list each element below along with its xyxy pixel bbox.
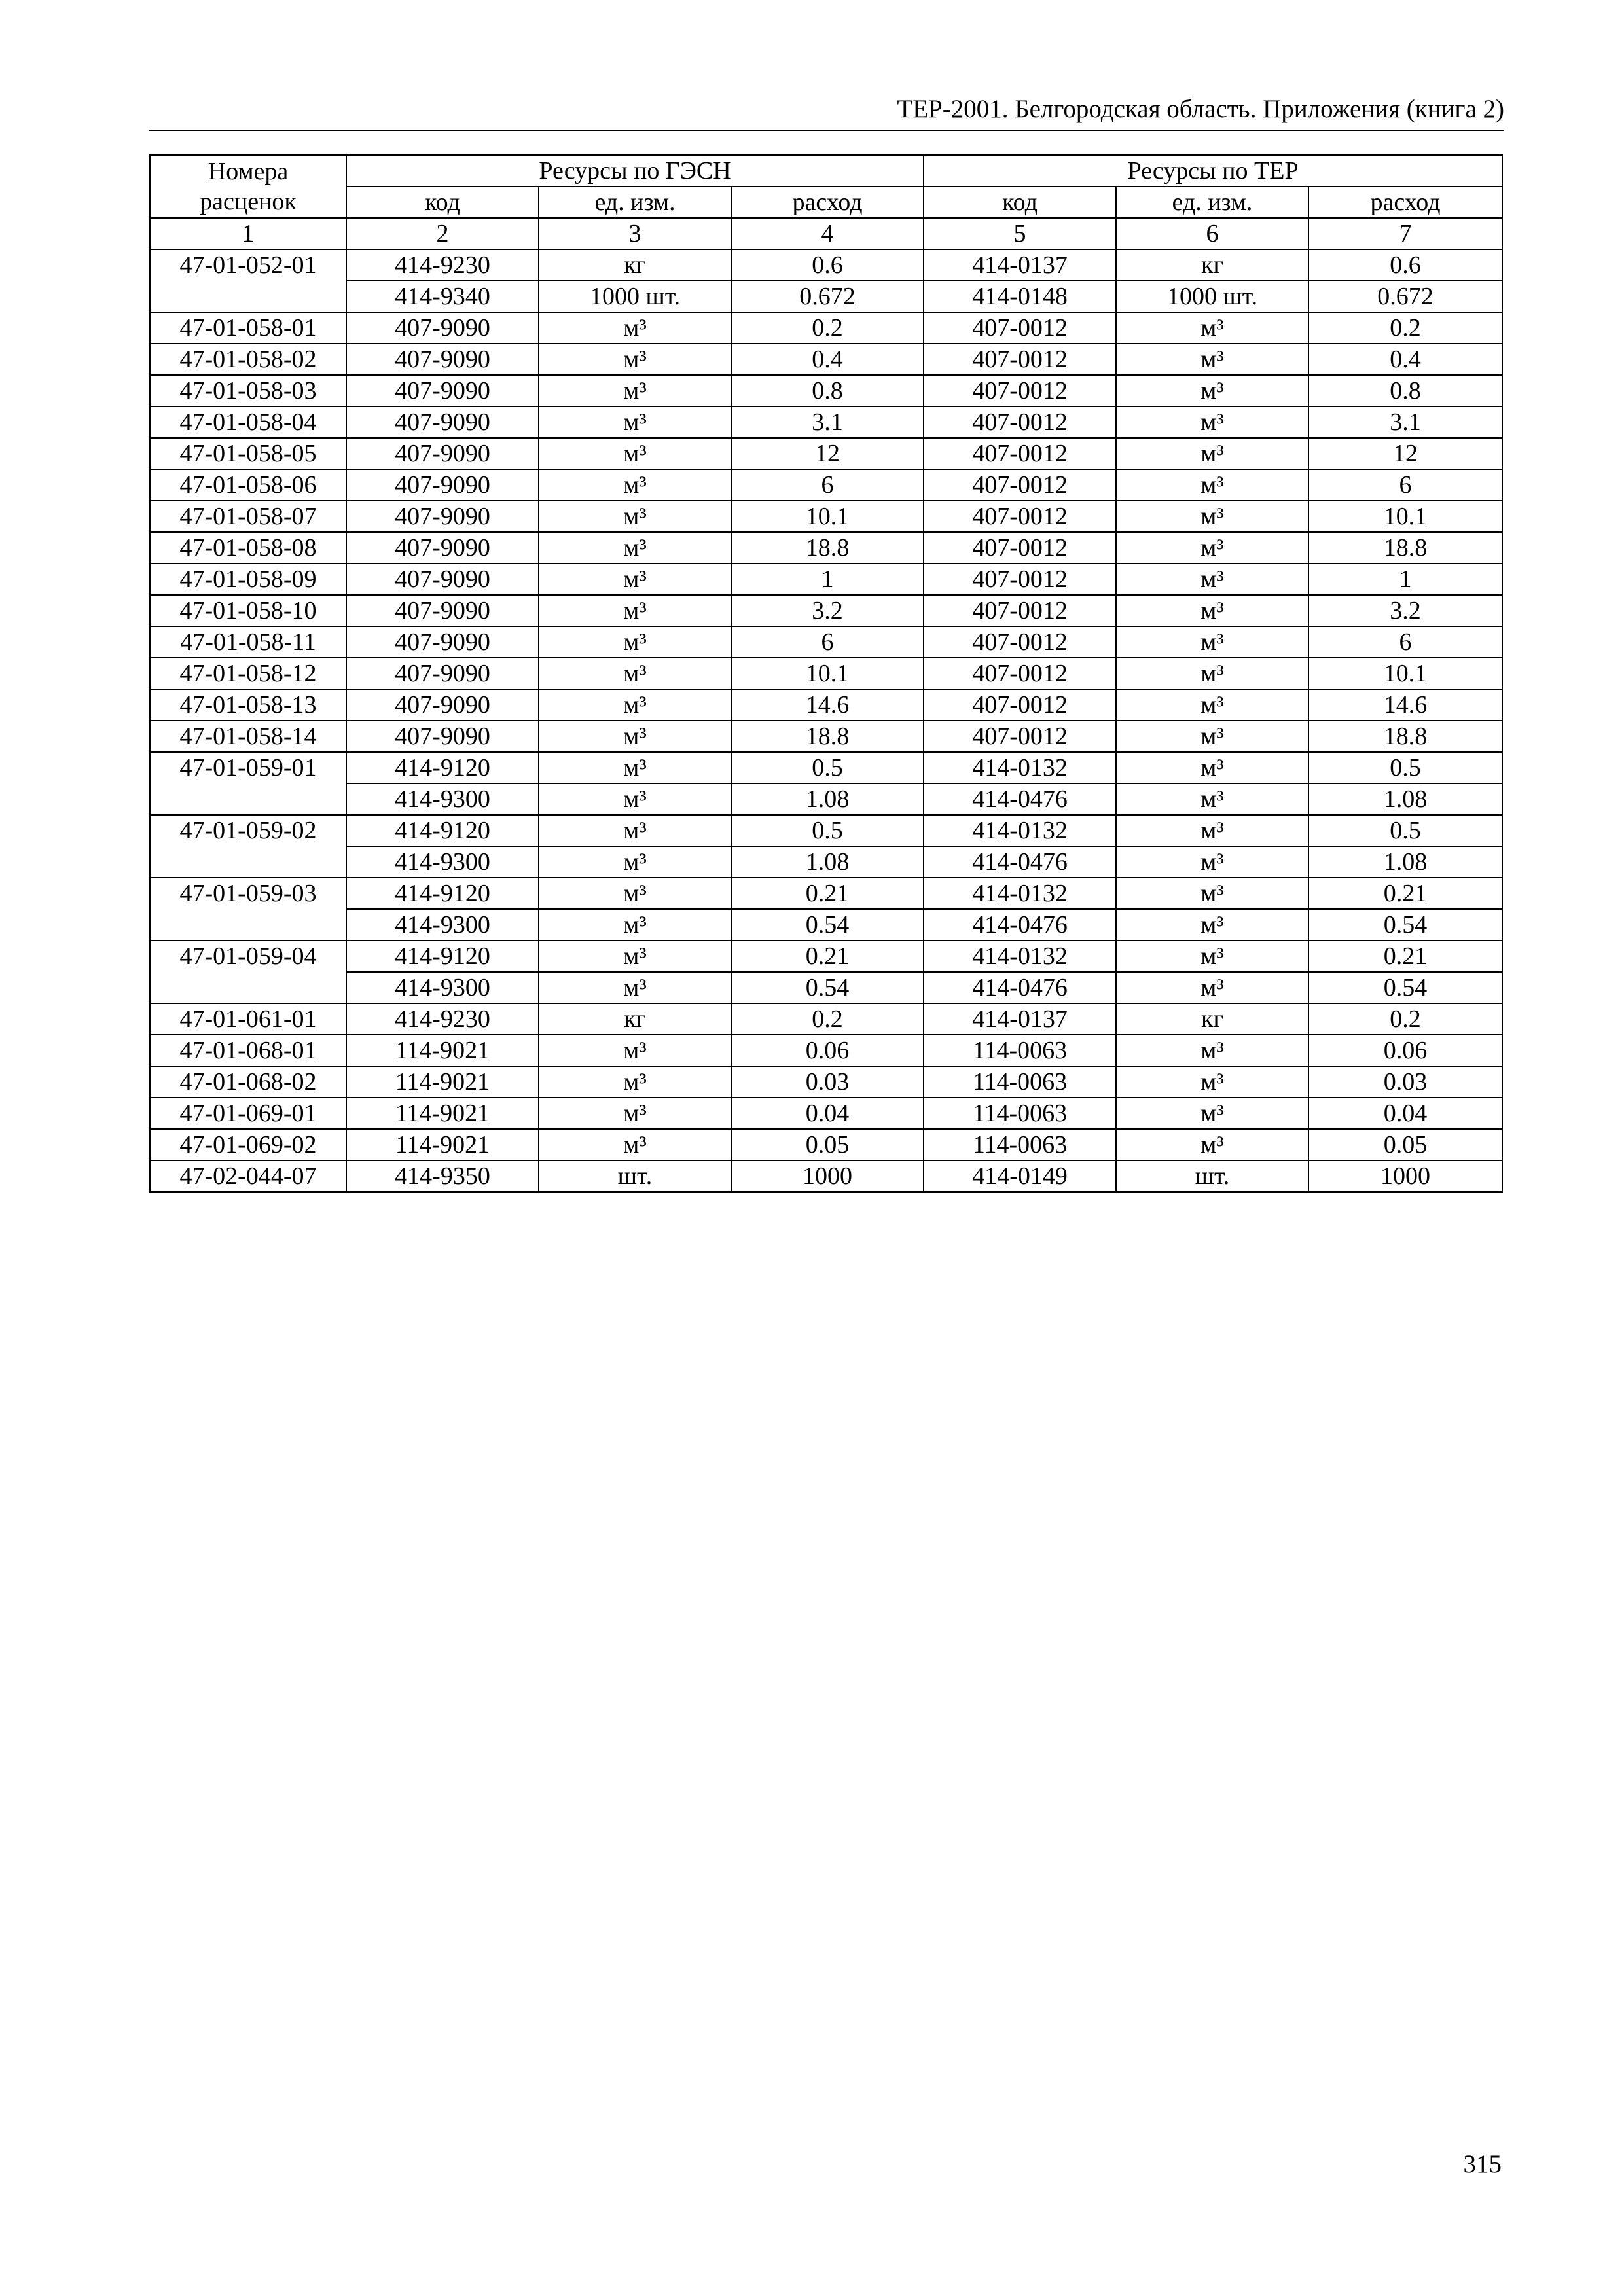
table-row bbox=[150, 1035, 1502, 1066]
gesn-unit-cell: м³ bbox=[539, 344, 731, 375]
ter-consumption-cell: 18.8 bbox=[1308, 721, 1502, 752]
gesn-unit-cell: м³ bbox=[539, 406, 731, 438]
ter-code-cell: 414-0476 bbox=[924, 909, 1116, 941]
ter-group-header: Ресурсы по ТЕР bbox=[924, 155, 1502, 187]
ter-code-cell: 407-0012 bbox=[924, 532, 1116, 564]
gesn-code-cell: 414-9120 bbox=[346, 878, 539, 909]
ter-code-cell: 407-0012 bbox=[924, 564, 1116, 595]
gesn-consumption-cell: 3.1 bbox=[731, 406, 924, 438]
rate-number-header bbox=[150, 155, 346, 218]
ter-code-cell: 114-0063 bbox=[924, 1129, 1116, 1160]
gesn-consumption-cell: 0.54 bbox=[731, 972, 924, 1003]
gesn-consumption-cell: 0.21 bbox=[731, 878, 924, 909]
ter-unit-cell: м³ bbox=[1116, 846, 1308, 878]
table-row bbox=[150, 1160, 1502, 1192]
ter-code-cell: 407-0012 bbox=[924, 501, 1116, 532]
ter-code-cell: 407-0012 bbox=[924, 375, 1116, 406]
gesn-unit-cell: м³ bbox=[539, 721, 731, 752]
ter-unit-cell: м³ bbox=[1116, 752, 1308, 783]
ter-consumption-header: расход bbox=[1308, 187, 1502, 218]
gesn-code-cell: 114-9021 bbox=[346, 1035, 539, 1066]
table-row bbox=[150, 1003, 1502, 1035]
rate-number-header-line2: расценок bbox=[200, 188, 297, 215]
table-row bbox=[150, 721, 1502, 752]
table-row bbox=[150, 1066, 1502, 1098]
table-row bbox=[150, 469, 1502, 501]
gesn-code-cell: 414-9230 bbox=[346, 249, 539, 281]
column-number: 6 bbox=[1116, 218, 1308, 249]
ter-unit-cell: м³ bbox=[1116, 815, 1308, 846]
table-body bbox=[150, 249, 1502, 1192]
ter-unit-cell: м³ bbox=[1116, 941, 1308, 972]
rate-number-cell: 47-01-059-03 bbox=[150, 878, 346, 941]
ter-unit-cell: м³ bbox=[1116, 375, 1308, 406]
table-head bbox=[150, 155, 1502, 249]
gesn-unit-cell: м³ bbox=[539, 312, 731, 344]
ter-unit-cell: м³ bbox=[1116, 406, 1308, 438]
ter-consumption-cell: 1.08 bbox=[1308, 846, 1502, 878]
ter-code-cell: 407-0012 bbox=[924, 626, 1116, 658]
ter-unit-cell: м³ bbox=[1116, 564, 1308, 595]
ter-consumption-cell: 1 bbox=[1308, 564, 1502, 595]
ter-unit-cell: кг bbox=[1116, 249, 1308, 281]
gesn-unit-cell: м³ bbox=[539, 532, 731, 564]
ter-code-cell: 414-0148 bbox=[924, 281, 1116, 312]
gesn-unit-cell: м³ bbox=[539, 846, 731, 878]
rate-number-cell: 47-01-058-04 bbox=[150, 406, 346, 438]
ter-code-cell: 414-0132 bbox=[924, 941, 1116, 972]
ter-code-header: код bbox=[924, 187, 1116, 218]
table-head-row bbox=[150, 155, 1502, 187]
ter-consumption-cell: 0.03 bbox=[1308, 1066, 1502, 1098]
ter-consumption-cell: 10.1 bbox=[1308, 501, 1502, 532]
rate-number-cell: 47-01-069-01 bbox=[150, 1098, 346, 1129]
ter-unit-cell: м³ bbox=[1116, 469, 1308, 501]
table-row bbox=[150, 501, 1502, 532]
resource-mapping-table bbox=[149, 154, 1503, 1193]
ter-consumption-cell: 3.2 bbox=[1308, 595, 1502, 626]
table-row bbox=[150, 846, 1502, 878]
page-number: 315 bbox=[1463, 2150, 1502, 2178]
rate-number-cell: 47-01-059-01 bbox=[150, 752, 346, 815]
gesn-code-cell: 407-9090 bbox=[346, 595, 539, 626]
ter-code-cell: 407-0012 bbox=[924, 721, 1116, 752]
table-row bbox=[150, 783, 1502, 815]
rate-number-cell: 47-01-058-10 bbox=[150, 595, 346, 626]
ter-consumption-cell: 6 bbox=[1308, 469, 1502, 501]
ter-consumption-cell: 18.8 bbox=[1308, 532, 1502, 564]
rate-number-cell: 47-01-058-12 bbox=[150, 658, 346, 689]
ter-consumption-cell: 10.1 bbox=[1308, 658, 1502, 689]
gesn-unit-cell: м³ bbox=[539, 878, 731, 909]
ter-code-cell: 114-0063 bbox=[924, 1035, 1116, 1066]
gesn-unit-cell: м³ bbox=[539, 375, 731, 406]
gesn-code-cell: 414-9300 bbox=[346, 846, 539, 878]
gesn-consumption-cell: 18.8 bbox=[731, 721, 924, 752]
rate-number-cell: 47-01-058-08 bbox=[150, 532, 346, 564]
ter-unit-cell: м³ bbox=[1116, 438, 1308, 469]
gesn-code-cell: 407-9090 bbox=[346, 532, 539, 564]
ter-code-cell: 114-0063 bbox=[924, 1066, 1116, 1098]
gesn-consumption-cell: 1 bbox=[731, 564, 924, 595]
table-row bbox=[150, 1129, 1502, 1160]
gesn-consumption-cell: 6 bbox=[731, 626, 924, 658]
gesn-unit-cell: шт. bbox=[539, 1160, 731, 1192]
rate-number-cell: 47-01-058-07 bbox=[150, 501, 346, 532]
gesn-unit-cell: кг bbox=[539, 249, 731, 281]
gesn-code-cell: 407-9090 bbox=[346, 626, 539, 658]
gesn-consumption-cell: 14.6 bbox=[731, 689, 924, 721]
gesn-code-cell: 414-9300 bbox=[346, 972, 539, 1003]
gesn-consumption-header: расход bbox=[731, 187, 924, 218]
ter-unit-cell: м³ bbox=[1116, 532, 1308, 564]
gesn-consumption-cell: 0.2 bbox=[731, 312, 924, 344]
ter-unit-cell: м³ bbox=[1116, 1098, 1308, 1129]
ter-unit-cell: м³ bbox=[1116, 783, 1308, 815]
ter-consumption-cell: 0.672 bbox=[1308, 281, 1502, 312]
gesn-unit-cell: м³ bbox=[539, 469, 731, 501]
gesn-code-cell: 414-9120 bbox=[346, 752, 539, 783]
table-row bbox=[150, 438, 1502, 469]
gesn-unit-cell: м³ bbox=[539, 941, 731, 972]
rate-number-cell: 47-01-059-04 bbox=[150, 941, 346, 1003]
table-row bbox=[150, 752, 1502, 783]
gesn-unit-cell: м³ bbox=[539, 438, 731, 469]
table-row bbox=[150, 406, 1502, 438]
ter-code-cell: 414-0476 bbox=[924, 972, 1116, 1003]
ter-consumption-cell: 0.05 bbox=[1308, 1129, 1502, 1160]
gesn-consumption-cell: 0.8 bbox=[731, 375, 924, 406]
gesn-consumption-cell: 6 bbox=[731, 469, 924, 501]
ter-code-cell: 414-0132 bbox=[924, 752, 1116, 783]
gesn-consumption-cell: 0.672 bbox=[731, 281, 924, 312]
ter-consumption-cell: 14.6 bbox=[1308, 689, 1502, 721]
rate-number-cell: 47-01-061-01 bbox=[150, 1003, 346, 1035]
ter-consumption-cell: 0.6 bbox=[1308, 249, 1502, 281]
ter-unit-cell: м³ bbox=[1116, 721, 1308, 752]
gesn-unit-cell: м³ bbox=[539, 501, 731, 532]
rate-number-cell: 47-01-058-09 bbox=[150, 564, 346, 595]
table-row bbox=[150, 532, 1502, 564]
rate-number-cell: 47-01-058-01 bbox=[150, 312, 346, 344]
ter-consumption-cell: 0.54 bbox=[1308, 909, 1502, 941]
ter-consumption-cell: 12 bbox=[1308, 438, 1502, 469]
ter-consumption-cell: 0.5 bbox=[1308, 815, 1502, 846]
gesn-consumption-cell: 1.08 bbox=[731, 783, 924, 815]
ter-unit-header: ед. изм. bbox=[1116, 187, 1308, 218]
rate-number-header-line1: Номера bbox=[208, 158, 289, 185]
table-row bbox=[150, 658, 1502, 689]
gesn-code-cell: 114-9021 bbox=[346, 1098, 539, 1129]
ter-unit-cell: м³ bbox=[1116, 689, 1308, 721]
header-rule bbox=[149, 130, 1504, 131]
gesn-unit-cell: м³ bbox=[539, 595, 731, 626]
gesn-consumption-cell: 0.5 bbox=[731, 752, 924, 783]
gesn-code-cell: 114-9021 bbox=[346, 1129, 539, 1160]
ter-consumption-cell: 1000 bbox=[1308, 1160, 1502, 1192]
gesn-code-cell: 407-9090 bbox=[346, 469, 539, 501]
column-number: 2 bbox=[346, 218, 539, 249]
gesn-code-cell: 407-9090 bbox=[346, 375, 539, 406]
gesn-consumption-cell: 18.8 bbox=[731, 532, 924, 564]
gesn-unit-cell: м³ bbox=[539, 972, 731, 1003]
rate-number-cell: 47-01-058-11 bbox=[150, 626, 346, 658]
column-number: 3 bbox=[539, 218, 731, 249]
ter-code-cell: 414-0137 bbox=[924, 1003, 1116, 1035]
rate-number-cell: 47-01-059-02 bbox=[150, 815, 346, 878]
ter-code-cell: 407-0012 bbox=[924, 595, 1116, 626]
gesn-unit-header: ед. изм. bbox=[539, 187, 731, 218]
running-header: ТЕР-2001. Белгородская область. Приложения (книга 2) bbox=[897, 95, 1504, 123]
gesn-consumption-cell: 0.54 bbox=[731, 909, 924, 941]
gesn-code-cell: 414-9120 bbox=[346, 815, 539, 846]
table-row bbox=[150, 1098, 1502, 1129]
gesn-unit-cell: м³ bbox=[539, 689, 731, 721]
rate-number-cell: 47-01-068-02 bbox=[150, 1066, 346, 1098]
ter-unit-cell: м³ bbox=[1116, 909, 1308, 941]
ter-unit-cell: м³ bbox=[1116, 312, 1308, 344]
gesn-code-cell: 114-9021 bbox=[346, 1066, 539, 1098]
rate-number-cell: 47-02-044-07 bbox=[150, 1160, 346, 1192]
rate-number-cell: 47-01-058-05 bbox=[150, 438, 346, 469]
rate-number-cell: 47-01-052-01 bbox=[150, 249, 346, 312]
gesn-consumption-cell: 1.08 bbox=[731, 846, 924, 878]
ter-unit-cell: м³ bbox=[1116, 626, 1308, 658]
ter-consumption-cell: 0.5 bbox=[1308, 752, 1502, 783]
gesn-code-cell: 414-9120 bbox=[346, 941, 539, 972]
ter-unit-cell: м³ bbox=[1116, 658, 1308, 689]
ter-consumption-cell: 1.08 bbox=[1308, 783, 1502, 815]
ter-code-cell: 414-0149 bbox=[924, 1160, 1116, 1192]
table-row bbox=[150, 878, 1502, 909]
ter-consumption-cell: 3.1 bbox=[1308, 406, 1502, 438]
gesn-consumption-cell: 0.2 bbox=[731, 1003, 924, 1035]
ter-unit-cell: м³ bbox=[1116, 501, 1308, 532]
ter-consumption-cell: 0.8 bbox=[1308, 375, 1502, 406]
gesn-consumption-cell: 0.06 bbox=[731, 1035, 924, 1066]
gesn-code-cell: 414-9230 bbox=[346, 1003, 539, 1035]
ter-code-cell: 414-0476 bbox=[924, 846, 1116, 878]
column-number-row bbox=[150, 218, 1502, 249]
table-row bbox=[150, 344, 1502, 375]
table-head-row bbox=[150, 187, 1502, 218]
column-number: 1 bbox=[150, 218, 346, 249]
ter-consumption-cell: 0.21 bbox=[1308, 941, 1502, 972]
table-row bbox=[150, 375, 1502, 406]
table-row bbox=[150, 972, 1502, 1003]
gesn-consumption-cell: 12 bbox=[731, 438, 924, 469]
ter-code-cell: 407-0012 bbox=[924, 438, 1116, 469]
ter-code-cell: 414-0132 bbox=[924, 878, 1116, 909]
table-row bbox=[150, 312, 1502, 344]
rate-number-cell: 47-01-058-14 bbox=[150, 721, 346, 752]
ter-consumption-cell: 0.54 bbox=[1308, 972, 1502, 1003]
gesn-unit-cell: м³ bbox=[539, 658, 731, 689]
ter-consumption-cell: 6 bbox=[1308, 626, 1502, 658]
gesn-unit-cell: м³ bbox=[539, 1098, 731, 1129]
gesn-unit-cell: м³ bbox=[539, 1129, 731, 1160]
gesn-consumption-cell: 0.4 bbox=[731, 344, 924, 375]
ter-unit-cell: м³ bbox=[1116, 595, 1308, 626]
column-number: 5 bbox=[924, 218, 1116, 249]
ter-consumption-cell: 0.04 bbox=[1308, 1098, 1502, 1129]
ter-consumption-cell: 0.2 bbox=[1308, 1003, 1502, 1035]
table-row bbox=[150, 595, 1502, 626]
gesn-code-cell: 407-9090 bbox=[346, 689, 539, 721]
gesn-code-cell: 407-9090 bbox=[346, 438, 539, 469]
table-row bbox=[150, 249, 1502, 281]
ter-consumption-cell: 0.4 bbox=[1308, 344, 1502, 375]
gesn-code-cell: 407-9090 bbox=[346, 658, 539, 689]
gesn-code-cell: 407-9090 bbox=[346, 721, 539, 752]
ter-code-cell: 407-0012 bbox=[924, 689, 1116, 721]
gesn-consumption-cell: 0.05 bbox=[731, 1129, 924, 1160]
table-row bbox=[150, 626, 1502, 658]
ter-code-cell: 407-0012 bbox=[924, 406, 1116, 438]
gesn-code-cell: 414-9300 bbox=[346, 909, 539, 941]
rate-number-cell: 47-01-058-13 bbox=[150, 689, 346, 721]
ter-unit-cell: м³ bbox=[1116, 344, 1308, 375]
table-row bbox=[150, 941, 1502, 972]
table-row bbox=[150, 689, 1502, 721]
ter-unit-cell: м³ bbox=[1116, 878, 1308, 909]
gesn-consumption-cell: 10.1 bbox=[731, 658, 924, 689]
gesn-unit-cell: м³ bbox=[539, 1066, 731, 1098]
gesn-code-header: код bbox=[346, 187, 539, 218]
gesn-code-cell: 414-9340 bbox=[346, 281, 539, 312]
gesn-unit-cell: м³ bbox=[539, 752, 731, 783]
gesn-unit-cell: кг bbox=[539, 1003, 731, 1035]
gesn-code-cell: 414-9300 bbox=[346, 783, 539, 815]
table-row bbox=[150, 281, 1502, 312]
gesn-group-header: Ресурсы по ГЭСН bbox=[346, 155, 924, 187]
gesn-consumption-cell: 10.1 bbox=[731, 501, 924, 532]
ter-unit-cell: шт. bbox=[1116, 1160, 1308, 1192]
gesn-unit-cell: м³ bbox=[539, 783, 731, 815]
table-row bbox=[150, 909, 1502, 941]
gesn-unit-cell: м³ bbox=[539, 815, 731, 846]
ter-unit-cell: м³ bbox=[1116, 972, 1308, 1003]
ter-code-cell: 407-0012 bbox=[924, 312, 1116, 344]
ter-code-cell: 414-0137 bbox=[924, 249, 1116, 281]
gesn-consumption-cell: 0.5 bbox=[731, 815, 924, 846]
gesn-code-cell: 407-9090 bbox=[346, 344, 539, 375]
ter-consumption-cell: 0.2 bbox=[1308, 312, 1502, 344]
gesn-unit-cell: м³ bbox=[539, 909, 731, 941]
gesn-code-cell: 407-9090 bbox=[346, 501, 539, 532]
ter-code-cell: 414-0132 bbox=[924, 815, 1116, 846]
table-row bbox=[150, 564, 1502, 595]
gesn-consumption-cell: 0.04 bbox=[731, 1098, 924, 1129]
rate-number-cell: 47-01-068-01 bbox=[150, 1035, 346, 1066]
gesn-code-cell: 407-9090 bbox=[346, 564, 539, 595]
gesn-code-cell: 414-9350 bbox=[346, 1160, 539, 1192]
ter-code-cell: 407-0012 bbox=[924, 469, 1116, 501]
ter-code-cell: 407-0012 bbox=[924, 344, 1116, 375]
gesn-code-cell: 407-9090 bbox=[346, 406, 539, 438]
rate-number-cell: 47-01-058-06 bbox=[150, 469, 346, 501]
ter-unit-cell: м³ bbox=[1116, 1129, 1308, 1160]
ter-unit-cell: м³ bbox=[1116, 1035, 1308, 1066]
table-row bbox=[150, 815, 1502, 846]
rate-number-cell: 47-01-069-02 bbox=[150, 1129, 346, 1160]
gesn-consumption-cell: 3.2 bbox=[731, 595, 924, 626]
ter-consumption-cell: 0.06 bbox=[1308, 1035, 1502, 1066]
gesn-code-cell: 407-9090 bbox=[346, 312, 539, 344]
column-number: 7 bbox=[1308, 218, 1502, 249]
ter-unit-cell: кг bbox=[1116, 1003, 1308, 1035]
gesn-consumption-cell: 1000 bbox=[731, 1160, 924, 1192]
gesn-consumption-cell: 0.21 bbox=[731, 941, 924, 972]
column-number: 4 bbox=[731, 218, 924, 249]
ter-code-cell: 414-0476 bbox=[924, 783, 1116, 815]
rate-number-cell: 47-01-058-02 bbox=[150, 344, 346, 375]
gesn-unit-cell: 1000 шт. bbox=[539, 281, 731, 312]
gesn-consumption-cell: 0.6 bbox=[731, 249, 924, 281]
gesn-consumption-cell: 0.03 bbox=[731, 1066, 924, 1098]
rate-number-cell: 47-01-058-03 bbox=[150, 375, 346, 406]
ter-code-cell: 114-0063 bbox=[924, 1098, 1116, 1129]
gesn-unit-cell: м³ bbox=[539, 564, 731, 595]
gesn-unit-cell: м³ bbox=[539, 1035, 731, 1066]
ter-unit-cell: м³ bbox=[1116, 1066, 1308, 1098]
ter-unit-cell: 1000 шт. bbox=[1116, 281, 1308, 312]
ter-consumption-cell: 0.21 bbox=[1308, 878, 1502, 909]
gesn-unit-cell: м³ bbox=[539, 626, 731, 658]
ter-code-cell: 407-0012 bbox=[924, 658, 1116, 689]
